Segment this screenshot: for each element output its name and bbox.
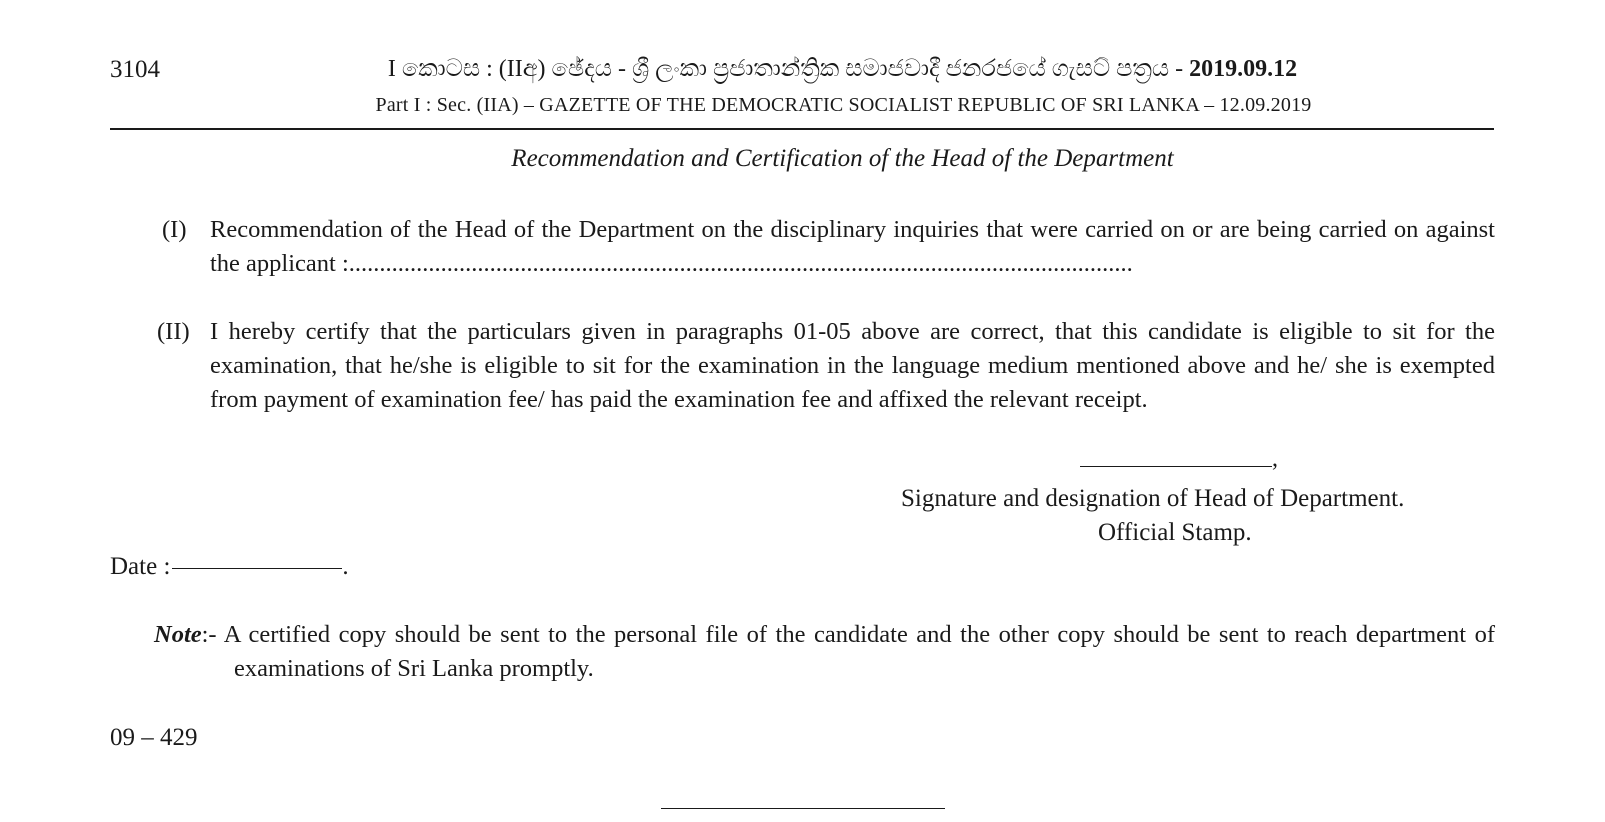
date-field bbox=[110, 553, 349, 581]
footer-code: 09 – 429 bbox=[110, 724, 198, 751]
date-end: . bbox=[342, 553, 349, 580]
section-title: Recommendation and Certification of the Head of the Department bbox=[511, 145, 1174, 172]
signature-line bbox=[1080, 446, 1278, 473]
header-sinhala-date: 2019.09.12 bbox=[1189, 56, 1298, 82]
paragraph-item-2 bbox=[157, 315, 1495, 417]
paragraph-number: (I) bbox=[162, 216, 187, 243]
date-label: Date : bbox=[110, 553, 171, 580]
header-english-title bbox=[0, 94, 1605, 117]
page-number: 3104 bbox=[110, 56, 160, 83]
header-divider bbox=[110, 128, 1494, 130]
signature-blank bbox=[1080, 446, 1272, 467]
header-english-text: Part I : Sec. (IIA) – GAZETTE OF THE DEMOCRATIC SOCIALIST REPUBLIC OF SRI LANKA – 12.09.2019 bbox=[375, 94, 1312, 116]
paragraph-text: I hereby certify that the particulars given in paragraphs 01-05 above are correct, that this candidate is eligible to sit for the examination, that he/she is eligible to sit for the examination in the language medium mentioned above and he/ she is exempted from payment of examination fee/ has paid the examination fee and affixed the relevant receipt. bbox=[210, 318, 1495, 413]
signature-label: Signature and designation of Head of Department. bbox=[901, 485, 1405, 512]
note-label: Note bbox=[154, 621, 202, 648]
paragraph-number: (II) bbox=[157, 318, 190, 345]
note bbox=[154, 618, 1495, 686]
note-text: :- A certified copy should be sent to the personal file of the candidate and the other copy should be sent to reach department of examinations of Sri Lanka promptly. bbox=[201, 621, 1495, 682]
header-sinhala-title bbox=[0, 56, 1605, 83]
footer-divider bbox=[661, 808, 945, 809]
official-stamp-label: Official Stamp. bbox=[1098, 519, 1252, 546]
signature-comma: , bbox=[1272, 446, 1278, 472]
date-blank bbox=[172, 553, 342, 569]
paragraph-text: Recommendation of the Head of the Department on the disciplinary inquiries that were carried on or are being carried on against the applicant :................................................................................................................................ bbox=[210, 216, 1495, 277]
paragraph-item-1 bbox=[162, 213, 1495, 281]
header-sinhala-text: I කොටස : (IIඅ) ඡේදය - ශ්‍රී ලංකා ප්‍රජාතාන්ත්‍රික සමාජවාදී ජනරජයේ ගැසට් පත්‍රය - bbox=[387, 56, 1190, 82]
